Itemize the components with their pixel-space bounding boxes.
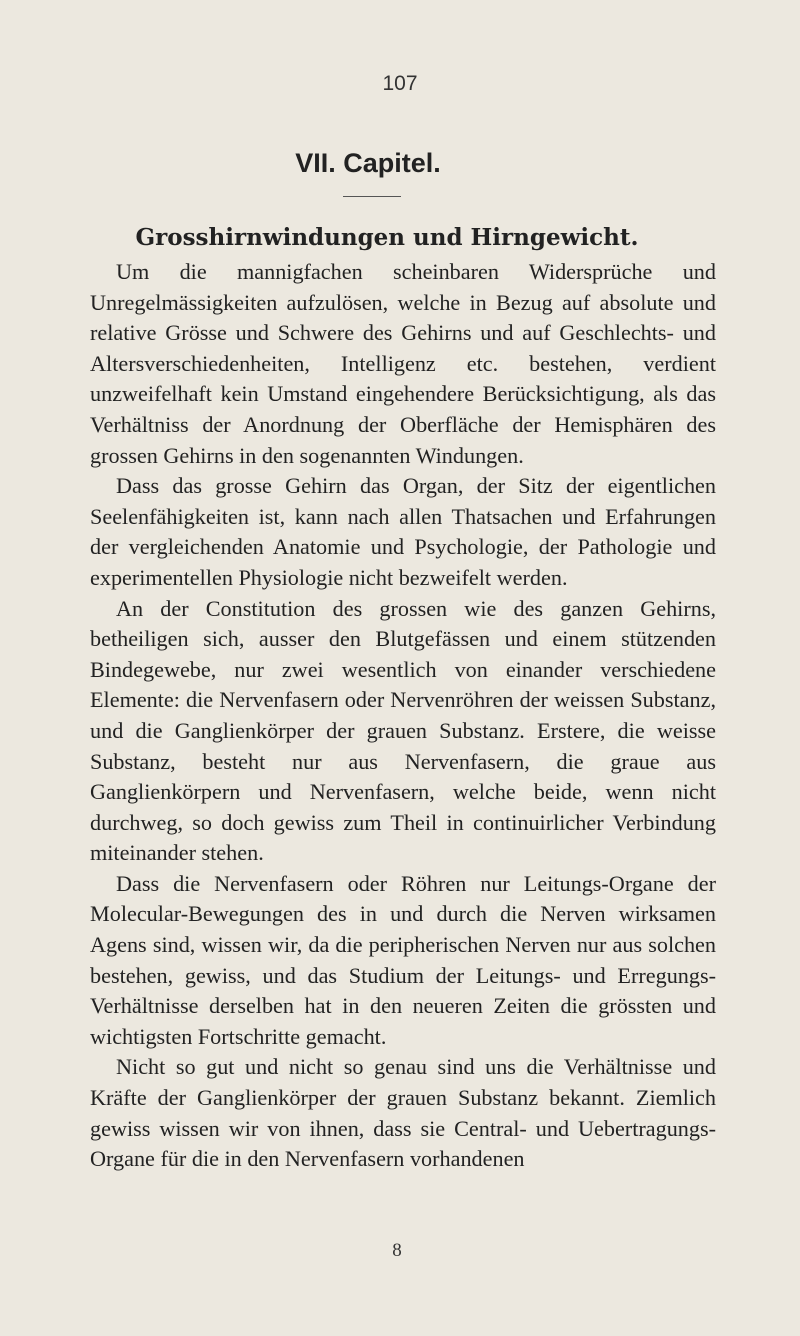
chapter-heading: VII. Capitel. — [295, 148, 441, 178]
paragraph-3: An der Constitution des grossen wie des ganzen Gehirns, betheiligen sich, ausser den Blutgefässen und einem stützenden Bindegewebe, nur zwei wesentlich von einander verschiedene Elemente: die Nervenfasern oder Nervenröhren der weissen Substanz, und die Ganglienkörper der grauen Substanz. Erstere, die weisse Substanz, besteht nur aus Nervenfasern, die graue aus Ganglienkörpern und Nervenfasern, welche beide, wenn nicht durchweg, so doch gewiss zum Theil in continuirlicher Verbindung miteinander stehen. — [90, 595, 716, 866]
page-number: 107 — [382, 72, 418, 95]
signature-mark: 8 — [392, 1240, 402, 1261]
body-text — [90, 257, 716, 1175]
paragraph-1: Um die mannigfachen scheinbaren Widersprüche und Unregelmässigkeiten aufzulösen, welche in Bezug auf absolute und relative Grösse und Schwere des Gehirns und auf Geschlechts- und Altersverschiedenheiten, Intelligenz etc. bestehen, verdient unzweifelhaft kein Umstand eingehendere Berücksichtigung, als das Verhältniss der Anordnung der Oberfläche der Hemisphären des grossen Gehirns in den sogenannten Windungen. — [90, 259, 716, 468]
paragraph-2: Dass das grosse Gehirn das Organ, der Sitz der eigentlichen Seelenfähigkeiten ist, kann nach allen Thatsachen und Erfahrungen der vergleichenden Anatomie und Psychologie, der Pathologie und experimentellen Physiologie nicht bezweifelt werden. — [90, 473, 716, 590]
paragraph-5: Nicht so gut und nicht so genau sind uns die Verhältnisse und Kräfte der Ganglienkörper der grauen Substanz bekannt. Ziemlich gewiss wissen wir von ihnen, dass sie Central- und Uebertragungs-Organe für die in den Nervenfasern vorhandenen — [90, 1054, 716, 1172]
section-title: Grosshirnwindungen und Hirngewicht. — [135, 224, 639, 251]
heading-divider — [343, 196, 401, 197]
paragraph-4: Dass die Nervenfasern oder Röhren nur Leitungs-Organe der Molecular-Bewegungen des in und durch die Nerven wirksamen Agens sind, wissen wir, da die peripherischen Nerven nur aus solchen bestehen, gewiss, und das Studium der Leitungs- und Erregungs-Verhältnisse derselben hat in den neueren Zeiten die grössten und wichtigsten Fortschritte gemacht. — [90, 870, 716, 1049]
